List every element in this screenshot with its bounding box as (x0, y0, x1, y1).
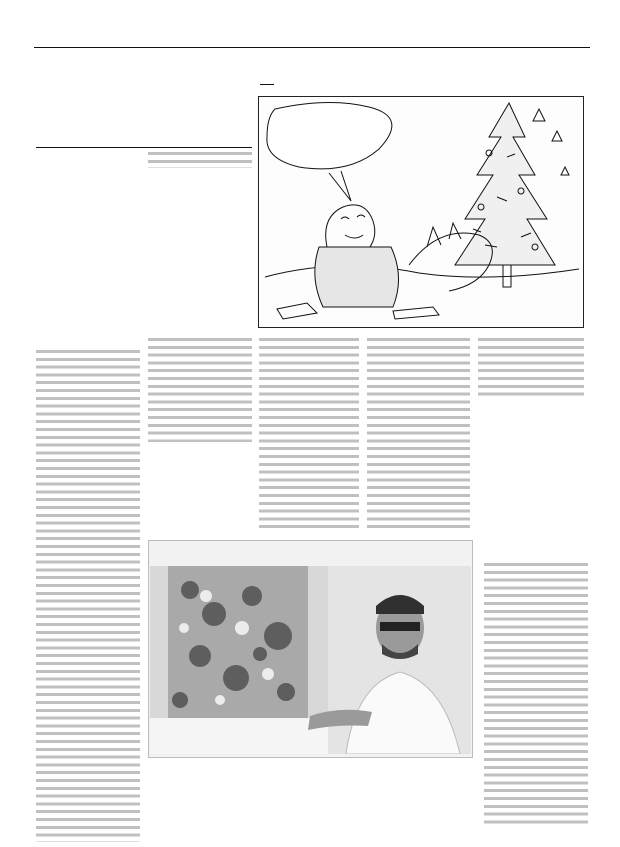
letter-body-text (367, 338, 470, 530)
cartoon-header (260, 79, 274, 90)
letter-body-text (478, 338, 584, 400)
letter-body-text (259, 338, 359, 530)
letter-body-text (484, 563, 588, 825)
letter-body (36, 170, 140, 348)
feature-photo (150, 566, 471, 754)
artist-photo (150, 566, 471, 754)
cartoon-frame (258, 96, 584, 328)
cartoon-illustration (259, 97, 584, 328)
letter-body (148, 514, 252, 536)
letter-body-text (148, 152, 252, 168)
letter-body-text (36, 350, 140, 842)
letter-body-text (148, 338, 252, 442)
letter-body (148, 215, 252, 333)
letter-body (484, 460, 588, 560)
